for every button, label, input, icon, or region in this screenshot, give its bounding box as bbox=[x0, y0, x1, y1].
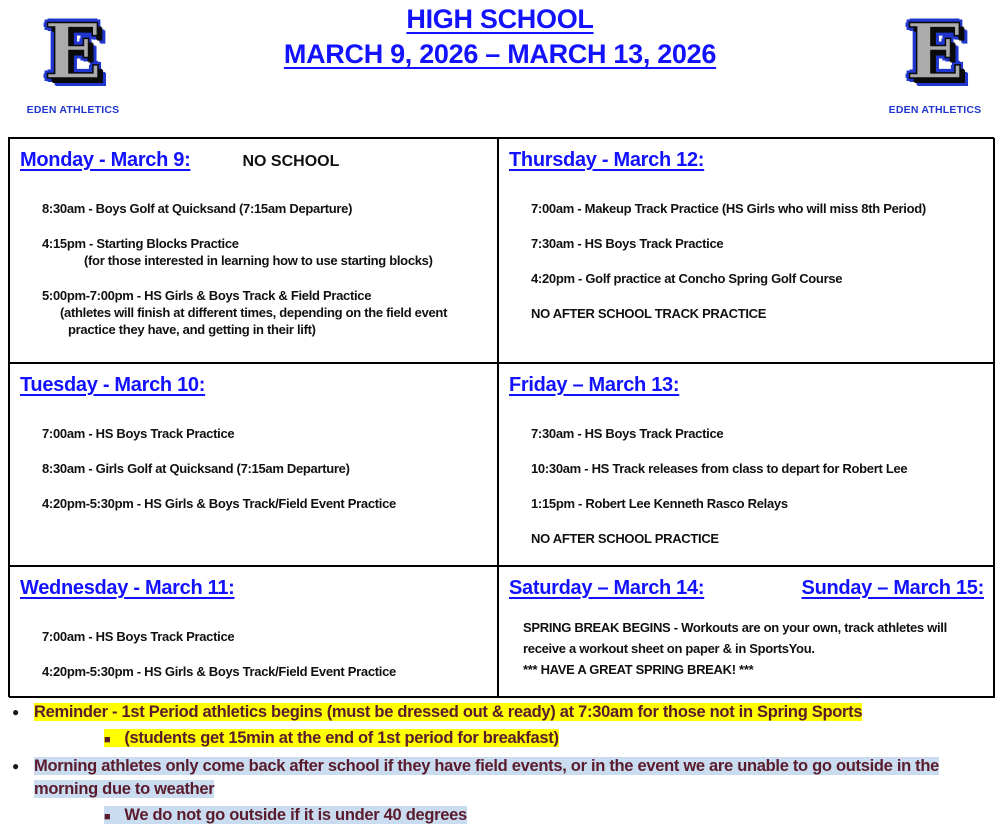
cell-friday bbox=[498, 363, 995, 566]
highlighted-text: Reminder - 1st Period athletics begins (must be dressed out & ready) at 7:30am for those not in Spring Sports bbox=[34, 703, 863, 721]
bullet-square-icon: ■ bbox=[104, 734, 111, 746]
note-text bbox=[34, 755, 978, 801]
notes-section bbox=[0, 701, 1002, 832]
bullet-dot-icon: ● bbox=[12, 705, 20, 719]
highlighted-text: Morning athletes only come back after school if they have field events, or in the event we are unable to go outside in the morning due to weather bbox=[34, 757, 940, 798]
logo-caption: EDEN ATHLETICS bbox=[26, 104, 120, 116]
eden-athletics-logo-left bbox=[12, 6, 134, 116]
event-line: NO AFTER SCHOOL PRACTICE bbox=[531, 531, 719, 546]
event-line: 7:00am - Makeup Track Practice (HS Girls who will miss 8th Period) bbox=[531, 201, 926, 216]
event-line: 1:15pm - Robert Lee Kenneth Rasco Relays bbox=[531, 496, 788, 511]
logo-letter-e-icon: E bbox=[44, 7, 102, 96]
thursday-heading: Thursday - March 12: bbox=[509, 149, 705, 171]
event-line: 10:30am - HS Track releases from class to depart for Robert Lee bbox=[531, 461, 908, 476]
cell-wednesday bbox=[9, 566, 498, 698]
event-line: NO AFTER SCHOOL TRACK PRACTICE bbox=[531, 306, 767, 321]
logo-caption: EDEN ATHLETICS bbox=[888, 104, 982, 116]
event-line: 7:00am - HS Boys Track Practice bbox=[42, 426, 235, 441]
wednesday-heading: Wednesday - March 11: bbox=[20, 577, 235, 599]
cell-thursday bbox=[498, 138, 995, 363]
note-text bbox=[104, 727, 559, 752]
note-text bbox=[34, 701, 862, 724]
note-reminder bbox=[0, 701, 1002, 724]
sunday-heading: Sunday – March 15: bbox=[801, 577, 984, 599]
event-line: 4:20pm-5:30pm - HS Girls & Boys Track/Field Event Practice bbox=[42, 496, 396, 511]
note-reminder-sub bbox=[0, 727, 1002, 752]
friday-heading: Friday – March 13: bbox=[509, 374, 680, 396]
note-morning-athletes-sub bbox=[0, 804, 1002, 829]
highlighted-text: (students get 15min at the end of 1st period for breakfast) bbox=[124, 729, 559, 747]
thursday-heading-row bbox=[509, 147, 986, 173]
cell-weekend bbox=[498, 566, 995, 698]
event-subnote: (for those interested in learning how to use starting blocks) bbox=[84, 253, 433, 268]
monday-heading: Monday - March 9: bbox=[20, 149, 191, 171]
monday-no-school-note: NO SCHOOL bbox=[242, 153, 340, 170]
cell-monday bbox=[9, 138, 498, 363]
saturday-heading: Saturday – March 14: bbox=[509, 577, 705, 599]
bullet-dot-icon: ● bbox=[12, 759, 20, 773]
event-line: 7:30am - HS Boys Track Practice bbox=[531, 236, 724, 251]
event-line: 7:30am - HS Boys Track Practice bbox=[531, 426, 724, 441]
event-line: 4:15pm - Starting Blocks Practice bbox=[42, 236, 239, 251]
weekend-body: SPRING BREAK BEGINS - Workouts are on your own, track athletes will receive a workout sheet on paper & in SportsYou. bbox=[523, 620, 947, 656]
bullet-square-icon: ■ bbox=[104, 811, 111, 823]
event-line: 5:00pm-7:00pm - HS Girls & Boys Track & Field Practice bbox=[42, 288, 372, 303]
wednesday-heading-row bbox=[20, 575, 489, 601]
weekend-body2: *** HAVE A GREAT SPRING BREAK! *** bbox=[523, 662, 754, 677]
event-line: 8:30am - Boys Golf at Quicksand (7:15am Departure) bbox=[42, 201, 353, 216]
tuesday-heading: Tuesday - March 10: bbox=[20, 374, 206, 396]
event-line: 4:20pm-5:30pm - HS Girls & Boys Track/Field Event Practice bbox=[42, 664, 396, 679]
event-line: 7:00am - HS Boys Track Practice bbox=[42, 629, 235, 644]
tuesday-heading-row bbox=[20, 372, 489, 398]
weekend-heading-row bbox=[509, 575, 986, 601]
event-subnote: (athletes will finish at different times, depending on the field event practice they have, and getting in their lift) bbox=[60, 305, 448, 337]
event-line: 4:20pm - Golf practice at Concho Spring Golf Course bbox=[531, 271, 843, 286]
highlighted-text: We do not go outside if it is under 40 degrees bbox=[124, 806, 467, 824]
monday-heading-row bbox=[20, 147, 489, 173]
schedule-table bbox=[8, 137, 994, 697]
eden-athletics-logo-right bbox=[874, 6, 996, 116]
page-header bbox=[140, 2, 860, 72]
note-text bbox=[104, 804, 467, 829]
cell-tuesday bbox=[9, 363, 498, 566]
note-morning-athletes bbox=[0, 755, 1002, 801]
friday-heading-row bbox=[509, 372, 986, 398]
page-title-line2: MARCH 9, 2026 – MARCH 13, 2026 bbox=[283, 39, 717, 69]
event-line: 8:30am - Girls Golf at Quicksand (7:15am Departure) bbox=[42, 461, 350, 476]
page-title-line1: HIGH SCHOOL bbox=[406, 4, 594, 34]
logo-letter-e-icon: E bbox=[906, 7, 964, 96]
